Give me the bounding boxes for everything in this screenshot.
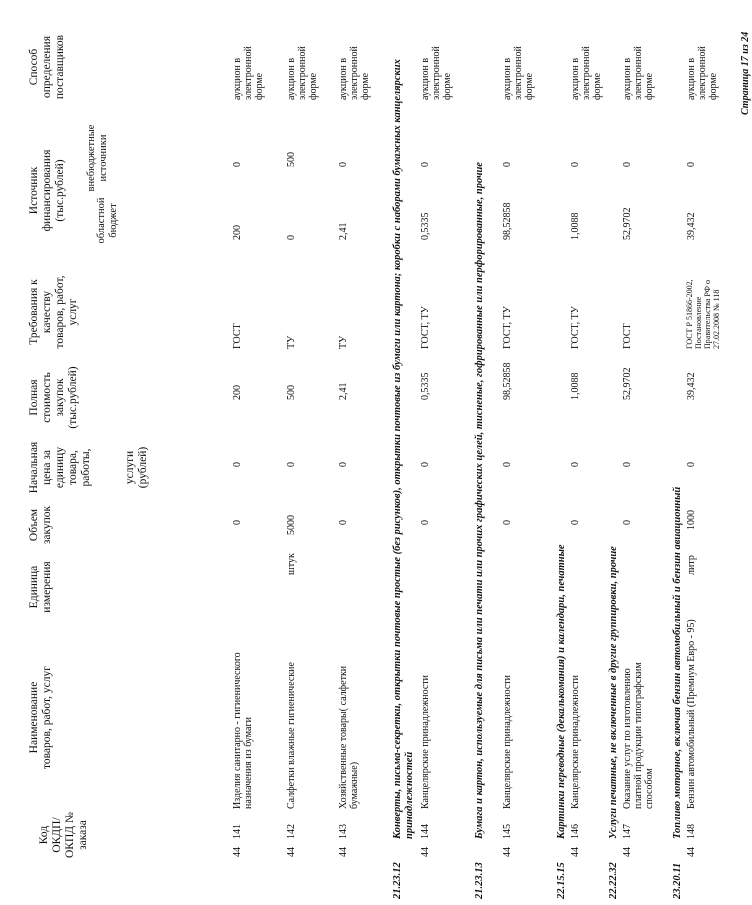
row-budget: 0,5335 (420, 212, 431, 240)
row-price: 0 (686, 462, 697, 467)
row-requirements: ГОСТ, ТУ (502, 306, 513, 349)
row-number: 144 (420, 824, 431, 839)
row-price: 0 (286, 462, 297, 467)
row-extrabudget: 0 (570, 162, 581, 167)
header-name: Наименование товаров, работ, услуг (28, 666, 53, 769)
row-method: аукцион в электронной форме (570, 46, 604, 100)
row-method: аукцион в электронной форме (622, 46, 656, 100)
row-group: 44 (232, 847, 243, 857)
header-regional-budget: областной бюджет (96, 197, 119, 244)
row-price: 0 (232, 462, 243, 467)
row-price: 0 (570, 462, 581, 467)
row-group: 44 (502, 847, 513, 857)
header-code: Код ОКДП/ ОКПД № заказа (38, 812, 89, 858)
row-total: 98,52858 (502, 362, 513, 400)
row-number: 148 (686, 824, 697, 839)
row-extrabudget: 0 (686, 162, 697, 167)
page-number: Страница 17 из 24 (740, 31, 751, 115)
row-name: Канцелярские принадлежности (420, 675, 431, 809)
row-budget: 2,41 (338, 222, 349, 240)
row-budget: 39,432 (686, 212, 697, 240)
row-price: 0 (338, 462, 349, 467)
section-code: 23.20.11 (672, 862, 683, 899)
header-method: Способ определения поставщиков (28, 34, 66, 100)
row-requirements: ГОСТ (232, 323, 243, 349)
row-requirements: ГОСТ, ТУ (420, 306, 431, 349)
header-total: Полная стоимость закупок (тыс.рублей) (28, 366, 79, 429)
row-volume: 0 (622, 520, 633, 525)
section-title: Бумага и картон, используемые для письма или печати или прочих графических целей, тисненые, гофрированные или перфорированные, прочие (474, 162, 485, 839)
row-name: Салфетки влажные гигиенические (286, 662, 297, 809)
section-title: Конверты, письма-секретки, открытки почтовые простые (без рисунков), открытки почтовые из бумаги или картона; коробки с наборами бумажных канцелярских принадлежностей (392, 59, 415, 839)
section-title: Топливо моторное, включая бензин автомобильный и бензин авиационный (672, 486, 683, 839)
header-unit: Единица измерения (28, 561, 53, 613)
row-volume: 0 (502, 520, 513, 525)
row-method: аукцион в электронной форме (686, 46, 720, 100)
row-budget: 0 (286, 235, 297, 240)
row-number: 143 (338, 824, 349, 839)
row-extrabudget: 0 (622, 162, 633, 167)
row-volume: 0 (232, 520, 243, 525)
row-name: Канцелярские принадлежности (570, 675, 581, 809)
row-volume: 0 (338, 520, 349, 525)
header-financing: Источник финансирования (тыс.рублей) (28, 149, 66, 232)
row-volume: 5000 (286, 515, 297, 535)
row-budget: 1,0088 (570, 212, 581, 240)
row-extrabudget: 500 (286, 152, 297, 167)
row-volume: 0 (570, 520, 581, 525)
row-unit: штук (286, 553, 297, 575)
section-code: 21.23.12 (392, 862, 403, 899)
row-name: Изделия санитарно - гигиенического назначения из бумаги (232, 652, 255, 809)
row-group: 44 (286, 847, 297, 857)
row-method: аукцион в электронной форме (420, 46, 454, 100)
section-code: 21.23.13 (474, 862, 485, 899)
header-start-price-unit: услуги (рублей) (124, 446, 149, 489)
section-title: Услуги печатные, не включенные в другие группировки, прочие (608, 546, 619, 839)
row-requirements: ГОСТ (622, 323, 633, 349)
section-title: Картинки переводные (декалькомания) и календари, печатные (556, 544, 567, 839)
row-total: 2,41 (338, 382, 349, 400)
row-name: Бензин автомобильный (Премиум Евро - 95) (686, 619, 697, 809)
row-name: Канцелярские принадлежности (502, 675, 513, 809)
row-name: Оказание услуг по изготовлению платной продукции типографским способом (622, 662, 656, 809)
row-total: 52,9702 (622, 367, 633, 400)
row-number: 141 (232, 824, 243, 839)
row-group: 44 (570, 847, 581, 857)
row-number: 147 (622, 824, 633, 839)
row-extrabudget: 0 (502, 162, 513, 167)
row-extrabudget: 0 (338, 162, 349, 167)
row-unit: литр (686, 555, 697, 575)
row-requirements: ТУ (338, 335, 349, 349)
row-number: 145 (502, 824, 513, 839)
row-total: 200 (232, 385, 243, 400)
row-method: аукцион в электронной форме (232, 46, 266, 100)
row-number: 146 (570, 824, 581, 839)
row-volume: 1000 (686, 510, 697, 530)
header-requirements: Требования к качеству товаров, работ, услуг (28, 275, 79, 349)
row-requirements: ГОСТ Р 51866-2002, Постановление Правительства РФ о 27.02.2008 № 118 (685, 279, 721, 349)
row-number: 142 (286, 824, 297, 839)
row-price: 0 (502, 462, 513, 467)
header-volume: Объем закупок (28, 505, 53, 545)
row-name: Хозяйственные товары( салфетки бумажные) (338, 665, 361, 809)
row-method: аукцион в электронной форме (338, 46, 372, 100)
row-requirements: ТУ (286, 335, 297, 349)
row-total: 39,432 (686, 372, 697, 400)
row-requirements: ГОСТ, ТУ (570, 306, 581, 349)
row-total: 1,0088 (570, 372, 581, 400)
section-code: 22.15.15 (556, 862, 567, 899)
row-method: аукцион в электронной форме (286, 46, 320, 100)
row-volume: 0 (420, 520, 431, 525)
row-total: 500 (286, 385, 297, 400)
table-header (28, 0, 198, 905)
row-extrabudget: 0 (420, 162, 431, 167)
row-group: 44 (686, 847, 697, 857)
row-budget: 200 (232, 225, 243, 240)
row-group: 44 (420, 847, 431, 857)
row-price: 0 (420, 462, 431, 467)
row-extrabudget: 0 (232, 162, 243, 167)
row-group: 44 (622, 847, 633, 857)
row-budget: 98,52858 (502, 202, 513, 240)
header-extrabudget: внебюджетные источники (86, 124, 109, 192)
row-group: 44 (338, 847, 349, 857)
row-method: аукцион в электронной форме (502, 46, 536, 100)
row-total: 0,5335 (420, 372, 431, 400)
row-price: 0 (622, 462, 633, 467)
row-budget: 52,9702 (622, 207, 633, 240)
section-code: 22.22.32 (608, 862, 619, 899)
header-start-price: Начальная цена за единицу товара, работы, (28, 441, 92, 494)
